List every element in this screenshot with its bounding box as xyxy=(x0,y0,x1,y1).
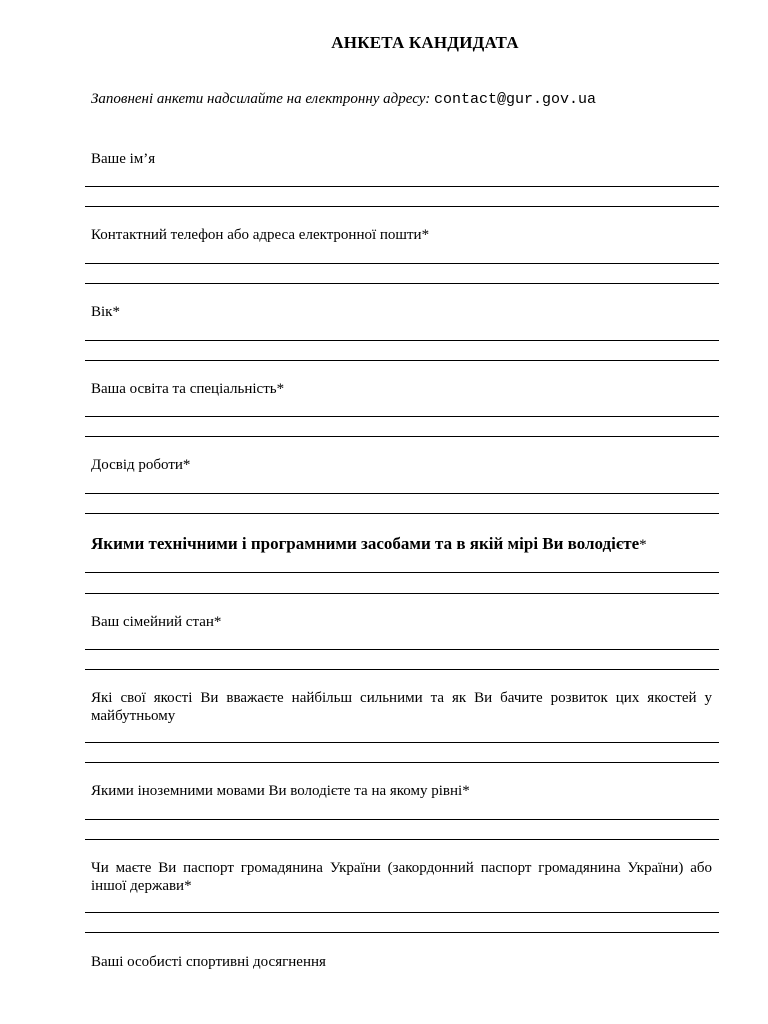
question-strengths-label: Які свої якості Ви вважаєте найбільш сильними та як Ви бачите розвиток цих якостей у майбутньому xyxy=(91,690,712,724)
answer-line-marital-status-2[interactable] xyxy=(85,669,719,670)
form-title: АНКЕТА КАНДИДАТА xyxy=(331,33,519,52)
question-passport-label: Чи маєте Ви паспорт громадянина України (закордонний паспорт громадянина України) або іншої держави* xyxy=(91,860,712,894)
question-sports-label: Ваші особисті спортивні досягнення xyxy=(91,954,326,970)
answer-line-technical-skills-1[interactable] xyxy=(85,572,719,573)
answer-line-name-1[interactable] xyxy=(85,186,719,187)
answer-line-technical-skills-2[interactable] xyxy=(85,593,719,594)
answer-line-education-1[interactable] xyxy=(85,416,719,417)
answer-line-contact-2[interactable] xyxy=(85,283,719,284)
answer-line-education-2[interactable] xyxy=(85,436,719,437)
question-marital-status-label: Ваш сімейний стан* xyxy=(91,614,222,630)
answer-line-passport-2[interactable] xyxy=(85,932,719,933)
submission-instruction xyxy=(91,91,596,108)
question-name-label: Ваше ім’я xyxy=(91,151,156,167)
question-contact-label: Контактний телефон або адреса електронної пошти* xyxy=(91,227,430,243)
answer-line-strengths-2[interactable] xyxy=(85,762,719,763)
answer-line-age-1[interactable] xyxy=(85,340,719,341)
answer-line-passport-1[interactable] xyxy=(85,912,719,913)
answer-line-languages-2[interactable] xyxy=(85,839,719,840)
question-experience-label: Досвід роботи* xyxy=(91,457,191,473)
answer-line-marital-status-1[interactable] xyxy=(85,649,719,650)
answer-line-contact-1[interactable] xyxy=(85,263,719,264)
question-education-label: Ваша освіта та спеціальність* xyxy=(91,381,285,397)
answer-line-languages-1[interactable] xyxy=(85,819,719,820)
answer-line-age-2[interactable] xyxy=(85,360,719,361)
question-age-label: Вік* xyxy=(91,304,120,320)
answer-line-experience-2[interactable] xyxy=(85,513,719,514)
answer-line-strengths-1[interactable] xyxy=(85,742,719,743)
question-languages-label: Якими іноземними мовами Ви володієте та на якому рівні* xyxy=(91,783,470,799)
question-technical-skills-label xyxy=(91,534,712,555)
answer-line-name-2[interactable] xyxy=(85,206,719,207)
required-asterisk: * xyxy=(639,537,647,553)
instruction-text: Заповнені анкети надсилайте на електронну адресу: xyxy=(91,91,434,107)
contact-email: contact@gur.gov.ua xyxy=(433,91,597,108)
answer-line-experience-1[interactable] xyxy=(85,493,719,494)
question-technical-skills-text: Якими технічними і програмними засобами та в якій мірі Ви володієте xyxy=(91,534,640,553)
